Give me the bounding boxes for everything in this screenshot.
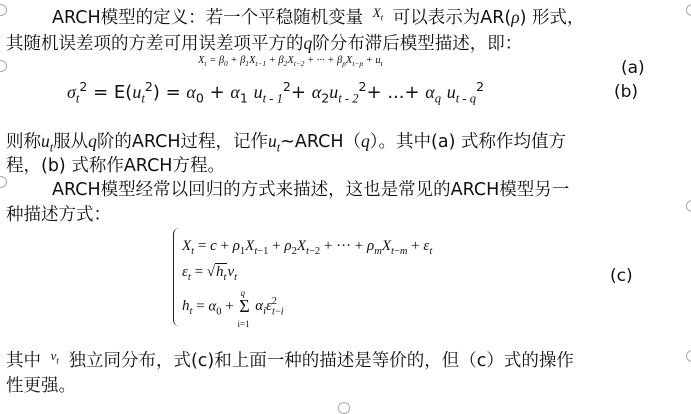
equation-c-label: (c) (610, 266, 633, 286)
margin-marker (686, 4, 691, 16)
margin-marker (0, 4, 7, 16)
para4-line1: 其中 $^{v_t}$ 独立同分布，式(c)和上面一种的描述是等价的，但（c）式的操作 (6, 348, 574, 371)
equation-c-row2: $\varepsilon_t = √h_tv_t$ (182, 264, 238, 283)
equation-b: $\sigma_t^2 = E(u_t^2) = \alpha_0 + \alpha_1$ $u_{t - 1}^2+ \alpha_2u_{t - 2}^2+$ ...+ $\alpha_q$ $u_{t - q}^2$ (67, 79, 485, 106)
para4-line2: 性更强。 (6, 376, 76, 396)
margin-marker (0, 60, 7, 72)
equation-b-label: (b) (614, 82, 639, 102)
para1-line1: ARCH模型的定义：若一个平稳随机变量 $^{X_t}$ 可以表示为AR(ρ) 形式， (52, 5, 585, 28)
equation-c-row3: $h_t = \alpha_0$ + q Σ i=1 $\alpha_i\varepsilon_{t-i}^2$ (182, 288, 284, 329)
equation-a-label: (a) (621, 58, 645, 78)
para3-line1: ARCH模型经常以回归的方式来描述，这也是常见的ARCH模型另一 (52, 180, 570, 200)
para2-line1: 则称$u_t$服从q阶的ARCH过程，记作$u_t\sim ARCH(q)$。其中(a) 式称作均值方 (6, 131, 566, 155)
equation-c-row1: $X_t = c + \rho_1X_{t-1} + \rho_2X_{t-2}$ + ··· + $\rho_mX_{t-m} + \varepsilon_t$ (182, 238, 433, 257)
margin-marker (686, 200, 691, 212)
margin-marker (338, 402, 350, 414)
margin-marker (686, 350, 691, 362)
para3-line2: 种描述方式： (6, 205, 111, 225)
margin-marker (0, 176, 7, 188)
para2-line2: 程，(b) 式称作ARCH方程。 (6, 156, 225, 176)
para1-line2: 其随机误差项的方差可用误差项平方的q阶分布滞后模型描述，即： (6, 33, 523, 54)
equation-a: $X_t = \beta_0 + \beta_1X_{t-1} + \beta_2X_{t-2}$ + ··· + $\beta_pX_{t-p} + u_t$ (198, 55, 383, 69)
left-brace (173, 228, 182, 326)
